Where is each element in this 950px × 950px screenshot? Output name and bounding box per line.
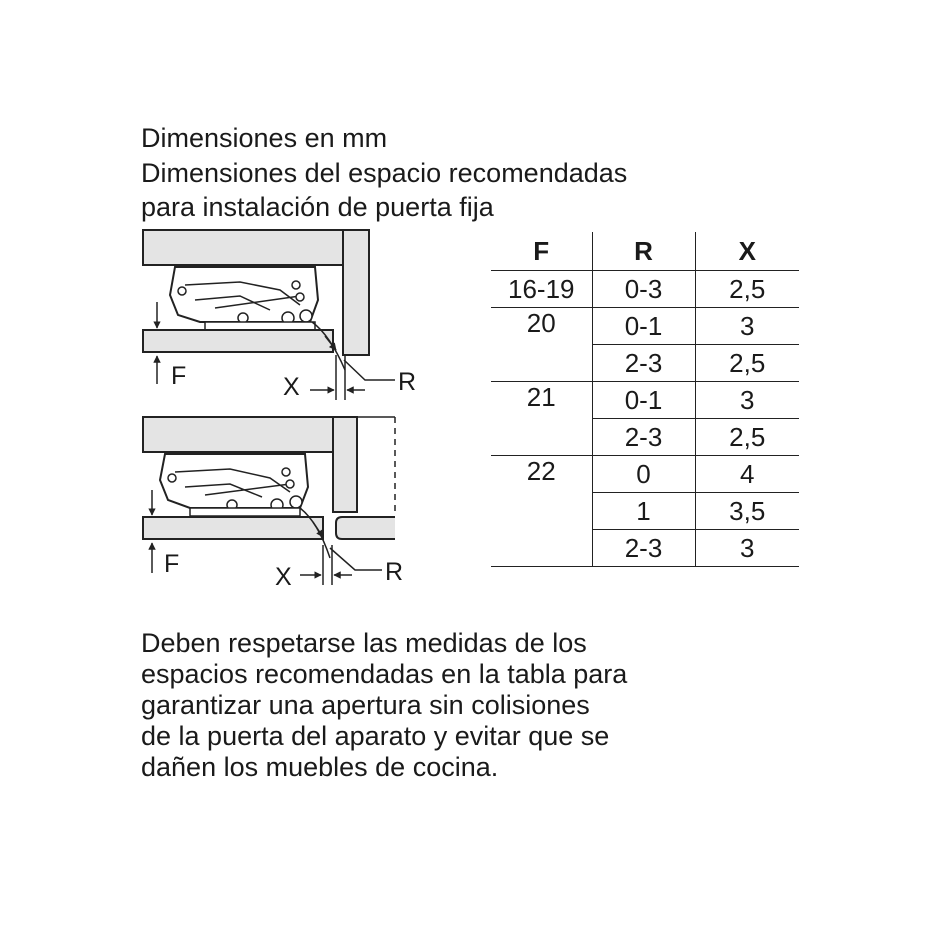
installation-note xyxy=(141,628,627,783)
cell-r: 2-3 xyxy=(592,345,695,382)
cabinet-side-panel xyxy=(333,417,357,512)
header-f: F xyxy=(533,235,550,266)
appliance-door xyxy=(143,517,323,539)
top-f-label: F xyxy=(171,362,187,390)
appliance-door xyxy=(143,330,333,352)
cell-x: 3,5 xyxy=(695,493,799,530)
cell-f: 22 xyxy=(491,456,592,567)
cell-r: 2-3 xyxy=(592,530,695,567)
cell-f: 20 xyxy=(491,308,592,382)
bottom-x-label: X xyxy=(275,563,292,591)
cell-x: 2,5 xyxy=(695,271,799,308)
bottom-r-label: R xyxy=(385,558,404,586)
heading-line-3: para instalación de puerta fija xyxy=(141,192,494,222)
cell-f: 16-19 xyxy=(491,271,592,308)
cell-r: 0 xyxy=(592,456,695,493)
table-row xyxy=(491,456,799,493)
header-x: X xyxy=(695,232,799,271)
cell-x: 3 xyxy=(695,308,799,345)
cell-x: 4 xyxy=(695,456,799,493)
top-hinge-diagram xyxy=(143,230,416,401)
cell-r: 0-1 xyxy=(592,382,695,419)
cell-r: 0-3 xyxy=(592,271,695,308)
cabinet-top-panel xyxy=(143,417,333,452)
note-line-5: dañen los muebles de cocina. xyxy=(141,752,499,782)
cell-x: 3 xyxy=(695,530,799,567)
cell-r: 1 xyxy=(592,493,695,530)
cell-f: 21 xyxy=(491,382,592,456)
table-row xyxy=(491,271,799,308)
table-row xyxy=(491,382,799,419)
bottom-f-label: F xyxy=(164,550,180,578)
heading-line-1: Dimensiones en mm xyxy=(141,123,388,153)
top-r-label: R xyxy=(398,368,417,396)
cell-r: 0-1 xyxy=(592,308,695,345)
cabinet-top-panel xyxy=(143,230,343,265)
cabinet-side-panel xyxy=(343,230,369,355)
note-line-3: garantizar una apertura sin colisiones xyxy=(141,690,590,720)
cell-x: 2,5 xyxy=(695,419,799,456)
cell-r: 2-3 xyxy=(592,419,695,456)
note-line-1: Deben respetarse las medidas de los xyxy=(141,628,587,658)
adjacent-cabinet-door xyxy=(336,517,395,539)
cell-x: 2,5 xyxy=(695,345,799,382)
cell-x: 3 xyxy=(695,382,799,419)
bottom-hinge-diagram xyxy=(143,417,403,591)
top-x-label: X xyxy=(283,373,300,401)
note-line-2: espacios recomendadas en la tabla para xyxy=(141,659,628,689)
table-row xyxy=(491,308,799,345)
header-r: R xyxy=(592,232,695,271)
heading-line-2: Dimensiones del espacio recomendadas xyxy=(141,158,628,188)
note-line-4: de la puerta del aparato y evitar que se xyxy=(141,721,610,751)
gap-dimensions-table xyxy=(491,232,799,567)
